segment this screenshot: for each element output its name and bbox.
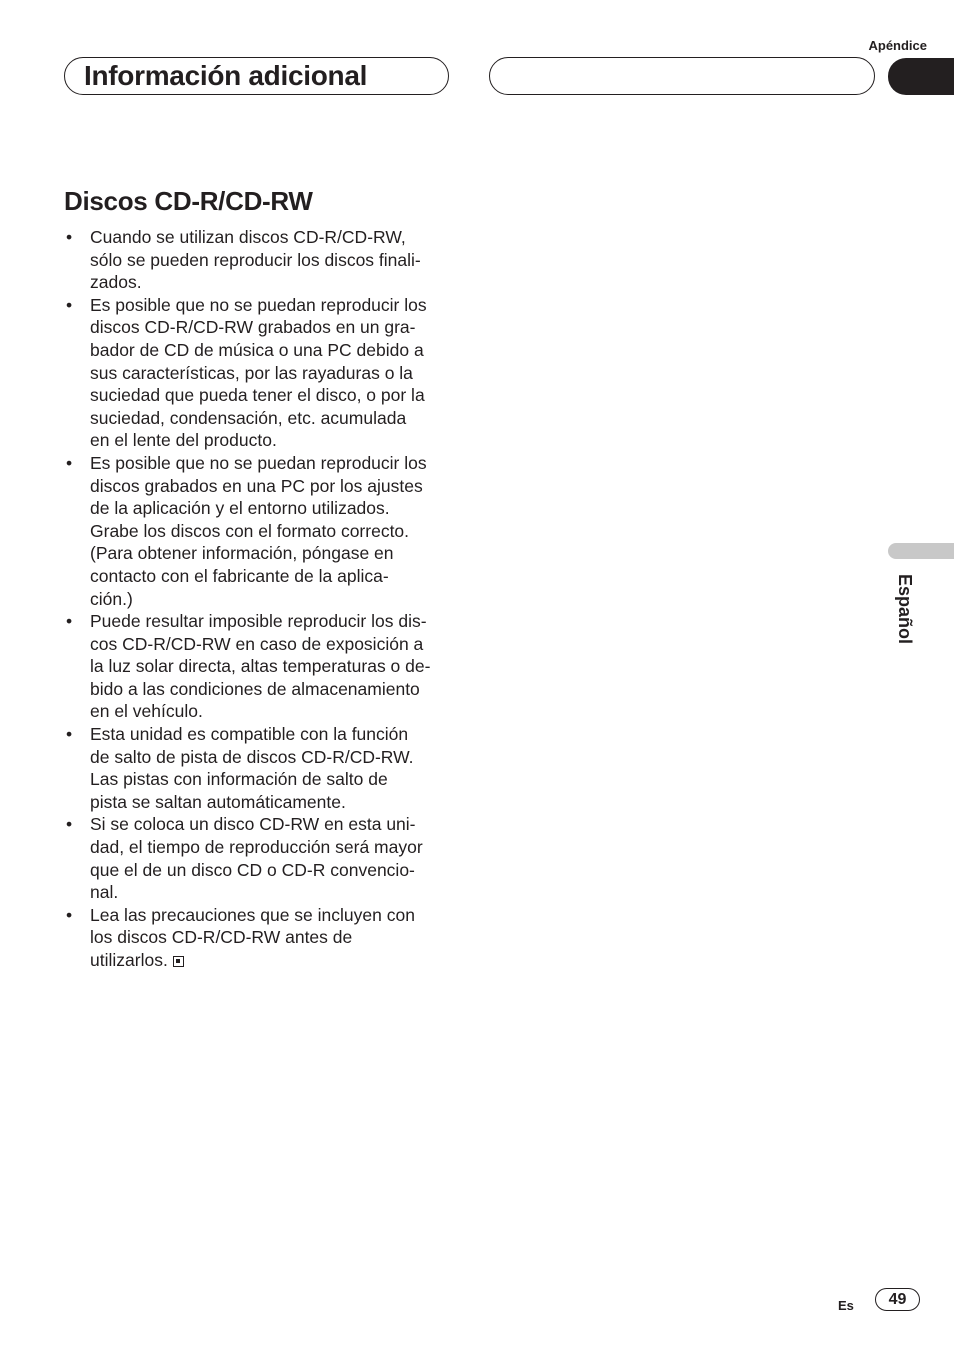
- bullet-icon: •: [66, 814, 73, 835]
- list-item-line: discos grabados en una PC por los ajustes: [90, 475, 423, 496]
- list-item-line: ción.): [90, 588, 133, 609]
- list-item-line: Si se coloca un disco CD-RW en esta uni-: [90, 814, 416, 835]
- list-item-line: Puede resultar imposible reproducir los dis-: [90, 611, 427, 632]
- list-item-line: zados.: [90, 272, 142, 293]
- list-item-line: nal.: [90, 882, 119, 903]
- bullet-icon: •: [66, 294, 73, 315]
- bullet-icon: •: [66, 904, 73, 925]
- footer-language-code: Es: [838, 1298, 854, 1313]
- end-of-section-square-icon: [173, 956, 184, 967]
- list-item-line: Es posible que no se puedan reproducir los: [90, 452, 427, 473]
- list-item: [64, 813, 456, 903]
- section-heading: Discos CD-R/CD-RW: [64, 186, 313, 216]
- list-item-line: bido a las condiciones de almacenamiento: [90, 678, 420, 699]
- list-item-line: Grabe los discos con el formato correcto.: [90, 520, 410, 541]
- list-item-line: Lea las precauciones que se incluyen con: [90, 904, 415, 925]
- page-number: 49: [888, 1291, 907, 1308]
- list-item: [64, 452, 456, 610]
- bullet-icon: •: [66, 452, 73, 473]
- list-item-line: dad, el tiempo de reproducción será mayor: [90, 837, 423, 858]
- list-item-line: suciedad que pueda tener el disco, o por la: [90, 385, 425, 406]
- list-item-line: que el de un disco CD o CD-R convencio-: [90, 859, 415, 880]
- list-item-line: la luz solar directa, altas temperaturas o de-: [90, 656, 431, 677]
- list-item-line: discos CD-R/CD-RW grabados en un gra-: [90, 317, 416, 338]
- bullet-icon: •: [66, 611, 73, 632]
- list-item-line: suciedad, condensación, etc. acumulada: [90, 407, 407, 428]
- page-title: Información adicional: [84, 60, 368, 91]
- list-item-line: Es posible que no se puedan reproducir los: [90, 294, 427, 315]
- bullet-icon: •: [66, 724, 73, 745]
- list-item-line: contacto con el fabricante de la aplica-: [90, 565, 389, 586]
- list-item-line: sólo se pueden reproducir los discos finali-: [90, 249, 421, 270]
- list-item-line: Las pistas con información de salto de: [90, 769, 388, 790]
- list-item-line: Esta unidad es compatible con la función: [90, 724, 409, 745]
- list-item: [64, 610, 456, 723]
- appendix-label: Apéndice: [868, 38, 927, 53]
- list-item-line: pista se saltan automáticamente.: [90, 791, 346, 812]
- list-item-line: utilizarlos.: [90, 950, 168, 970]
- header-blank-frame: [489, 57, 875, 95]
- list-item-line: de salto de pista de discos CD-R/CD-RW.: [90, 746, 414, 767]
- list-item: [64, 904, 456, 972]
- list-item-line: los discos CD-R/CD-RW antes de: [90, 927, 353, 948]
- list-item-line: de la aplicación y el entorno utilizados.: [90, 498, 390, 519]
- list-item: [64, 226, 456, 294]
- language-side-label: Español: [895, 574, 915, 645]
- list-item: [64, 723, 456, 813]
- list-item: [64, 294, 456, 452]
- section-tab-marker: [888, 58, 954, 95]
- list-item-line: Cuando se utilizan discos CD-R/CD-RW,: [90, 227, 406, 247]
- list-item-line: sus características, por las rayaduras o la: [90, 362, 413, 383]
- list-item-line: cos CD-R/CD-RW en caso de exposición a: [90, 633, 424, 654]
- list-item-line: (Para obtener información, póngase en: [90, 543, 394, 564]
- bullet-list: [64, 226, 456, 972]
- list-item-line: en el vehículo.: [90, 701, 203, 722]
- list-item-line: bador de CD de música o una PC debido a: [90, 339, 424, 360]
- list-item-line: en el lente del producto.: [90, 430, 277, 451]
- bullet-icon: •: [66, 227, 73, 247]
- language-tab-marker: [888, 543, 954, 559]
